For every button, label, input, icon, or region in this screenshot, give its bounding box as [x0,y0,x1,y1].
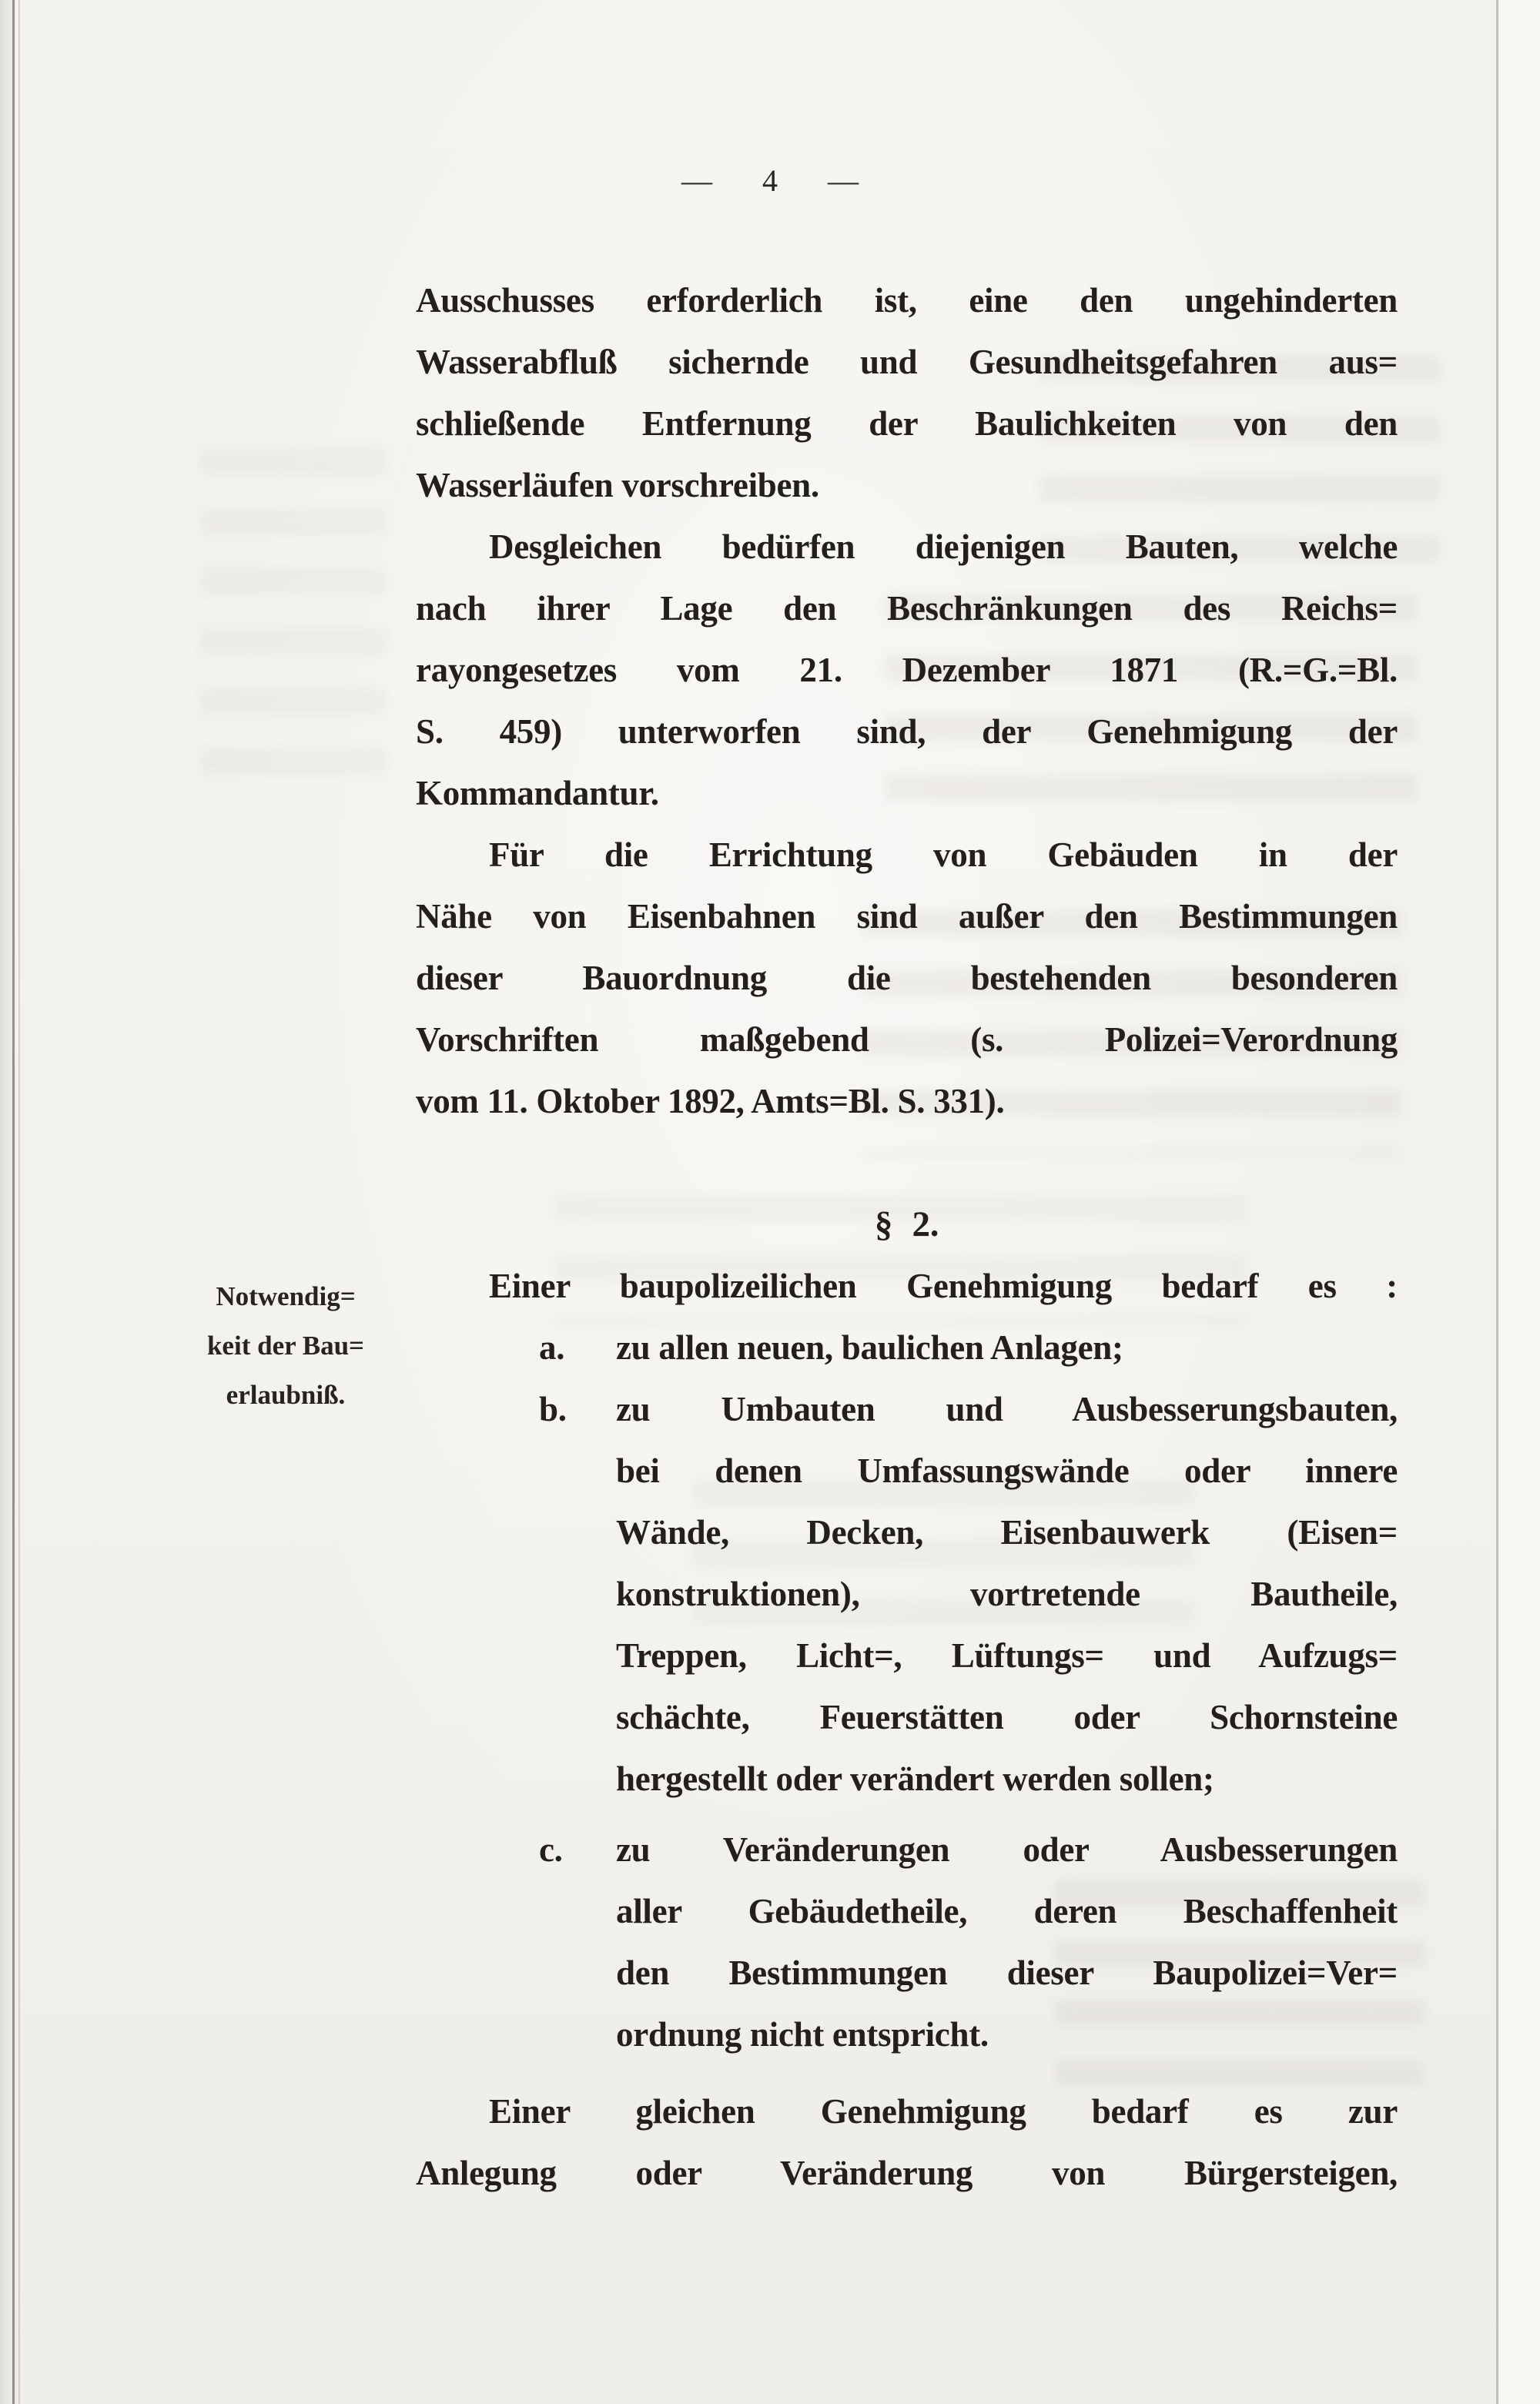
paragraph-genehmigung-intro [416,1255,1398,1317]
list-marker: a. [539,1328,565,1367]
text-line: schließende Entfernung der Baulichkeiten von den [416,404,1398,443]
text-line: Wände, Decken, Eisenbauwerk (Eisen= [616,1513,1398,1552]
text-line: Desgleichen bedürfen diejenigen Bauten, welche [489,527,1398,566]
text-column [416,270,1398,2204]
text-line: rayongesetzes vom 21. Dezember 1871 (R.=G.=Bl. [416,651,1398,689]
text-line: Wasserläufen vorschreiben. [416,466,819,504]
text-line: a. zu allen neuen, baulichen Anlagen; [416,1317,1398,1378]
text-line: Vorschriften maßgebend (s. Polizei=Verordnung [416,1020,1398,1059]
list-item-b [416,1378,1398,1810]
page-right-edge [1496,0,1540,2404]
list-item-a [416,1317,1398,1378]
text-line: hergestellt oder verändert werden sollen; [616,1759,1214,1798]
list-marker: c. [539,1830,563,1869]
text-line: Für die Errichtung von Gebäuden in der [489,835,1398,874]
page-left-edge-line [18,0,20,2404]
text-line: konstruktionen), vortretende Bautheile, [616,1575,1398,1613]
margin-note-line: Notwendig= [216,1281,356,1311]
text-line: Kommandantur. [416,774,659,812]
text-line: aller Gebäudetheile, deren Beschaffenheit [616,1892,1398,1930]
section-2-heading: § 2. [874,1204,939,1244]
paragraph-eisenbahnen [416,824,1398,1132]
text-line: Einer gleichen Genehmigung bedarf es zur [489,2092,1398,2131]
text-line: den Bestimmungen dieser Baupolizei=Ver= [616,1954,1398,1992]
paragraph-buergersteige [416,2081,1398,2204]
text-line: nach ihrer Lage den Beschränkungen des Reichs= [416,589,1398,628]
text-line: Nähe von Eisenbahnen sind außer den Bestimmungen [416,897,1398,936]
text-line: bei denen Umfassungswände oder innere [616,1451,1398,1490]
text-line: Wasserabfluß sichernde und Gesundheitsgefahren aus= [416,343,1398,381]
text-line: vom 11. Oktober 1892, Amts=Bl. S. 331). [416,1082,1005,1120]
text-line: Ausschusses erforderlich ist, eine den ungehinderten [416,281,1398,320]
margin-note [163,1272,408,1420]
text-line: dieser Bauordnung die bestehenden besonderen [416,959,1398,997]
margin-note-line: keit der Bau= [206,1331,365,1361]
genehmigung-list [416,1317,1398,2065]
margin-note-line: erlaubniß. [226,1380,346,1410]
bleed-through-smudge [200,431,385,801]
text-line: b. zu Umbauten und Ausbesserungsbauten, [416,1378,1398,1440]
list-item-c [416,1819,1398,2065]
text-line: Treppen, Licht=, Lüftungs= und Aufzugs= [616,1636,1398,1675]
text-line: schächte, Feuerstätten oder Schornsteine [616,1698,1398,1736]
page-number: — 4 — [681,163,859,198]
text-line: c. zu Veränderungen oder Ausbesserungen [416,1819,1398,1880]
text-line: S. 459) unterworfen sind, der Genehmigung der [416,712,1398,751]
paragraph-wasserlaeufe [416,270,1398,516]
paragraph-rayongesetz [416,516,1398,824]
text-line: ordnung nicht entspricht. [616,2015,989,2054]
list-marker: b. [539,1390,567,1428]
page-left-edge [0,0,15,2404]
text-line: Einer baupolizeilichen Genehmigung bedarf es : [489,1267,1398,1305]
text-line: Anlegung oder Veränderung von Bürgersteigen, [416,2154,1398,2192]
